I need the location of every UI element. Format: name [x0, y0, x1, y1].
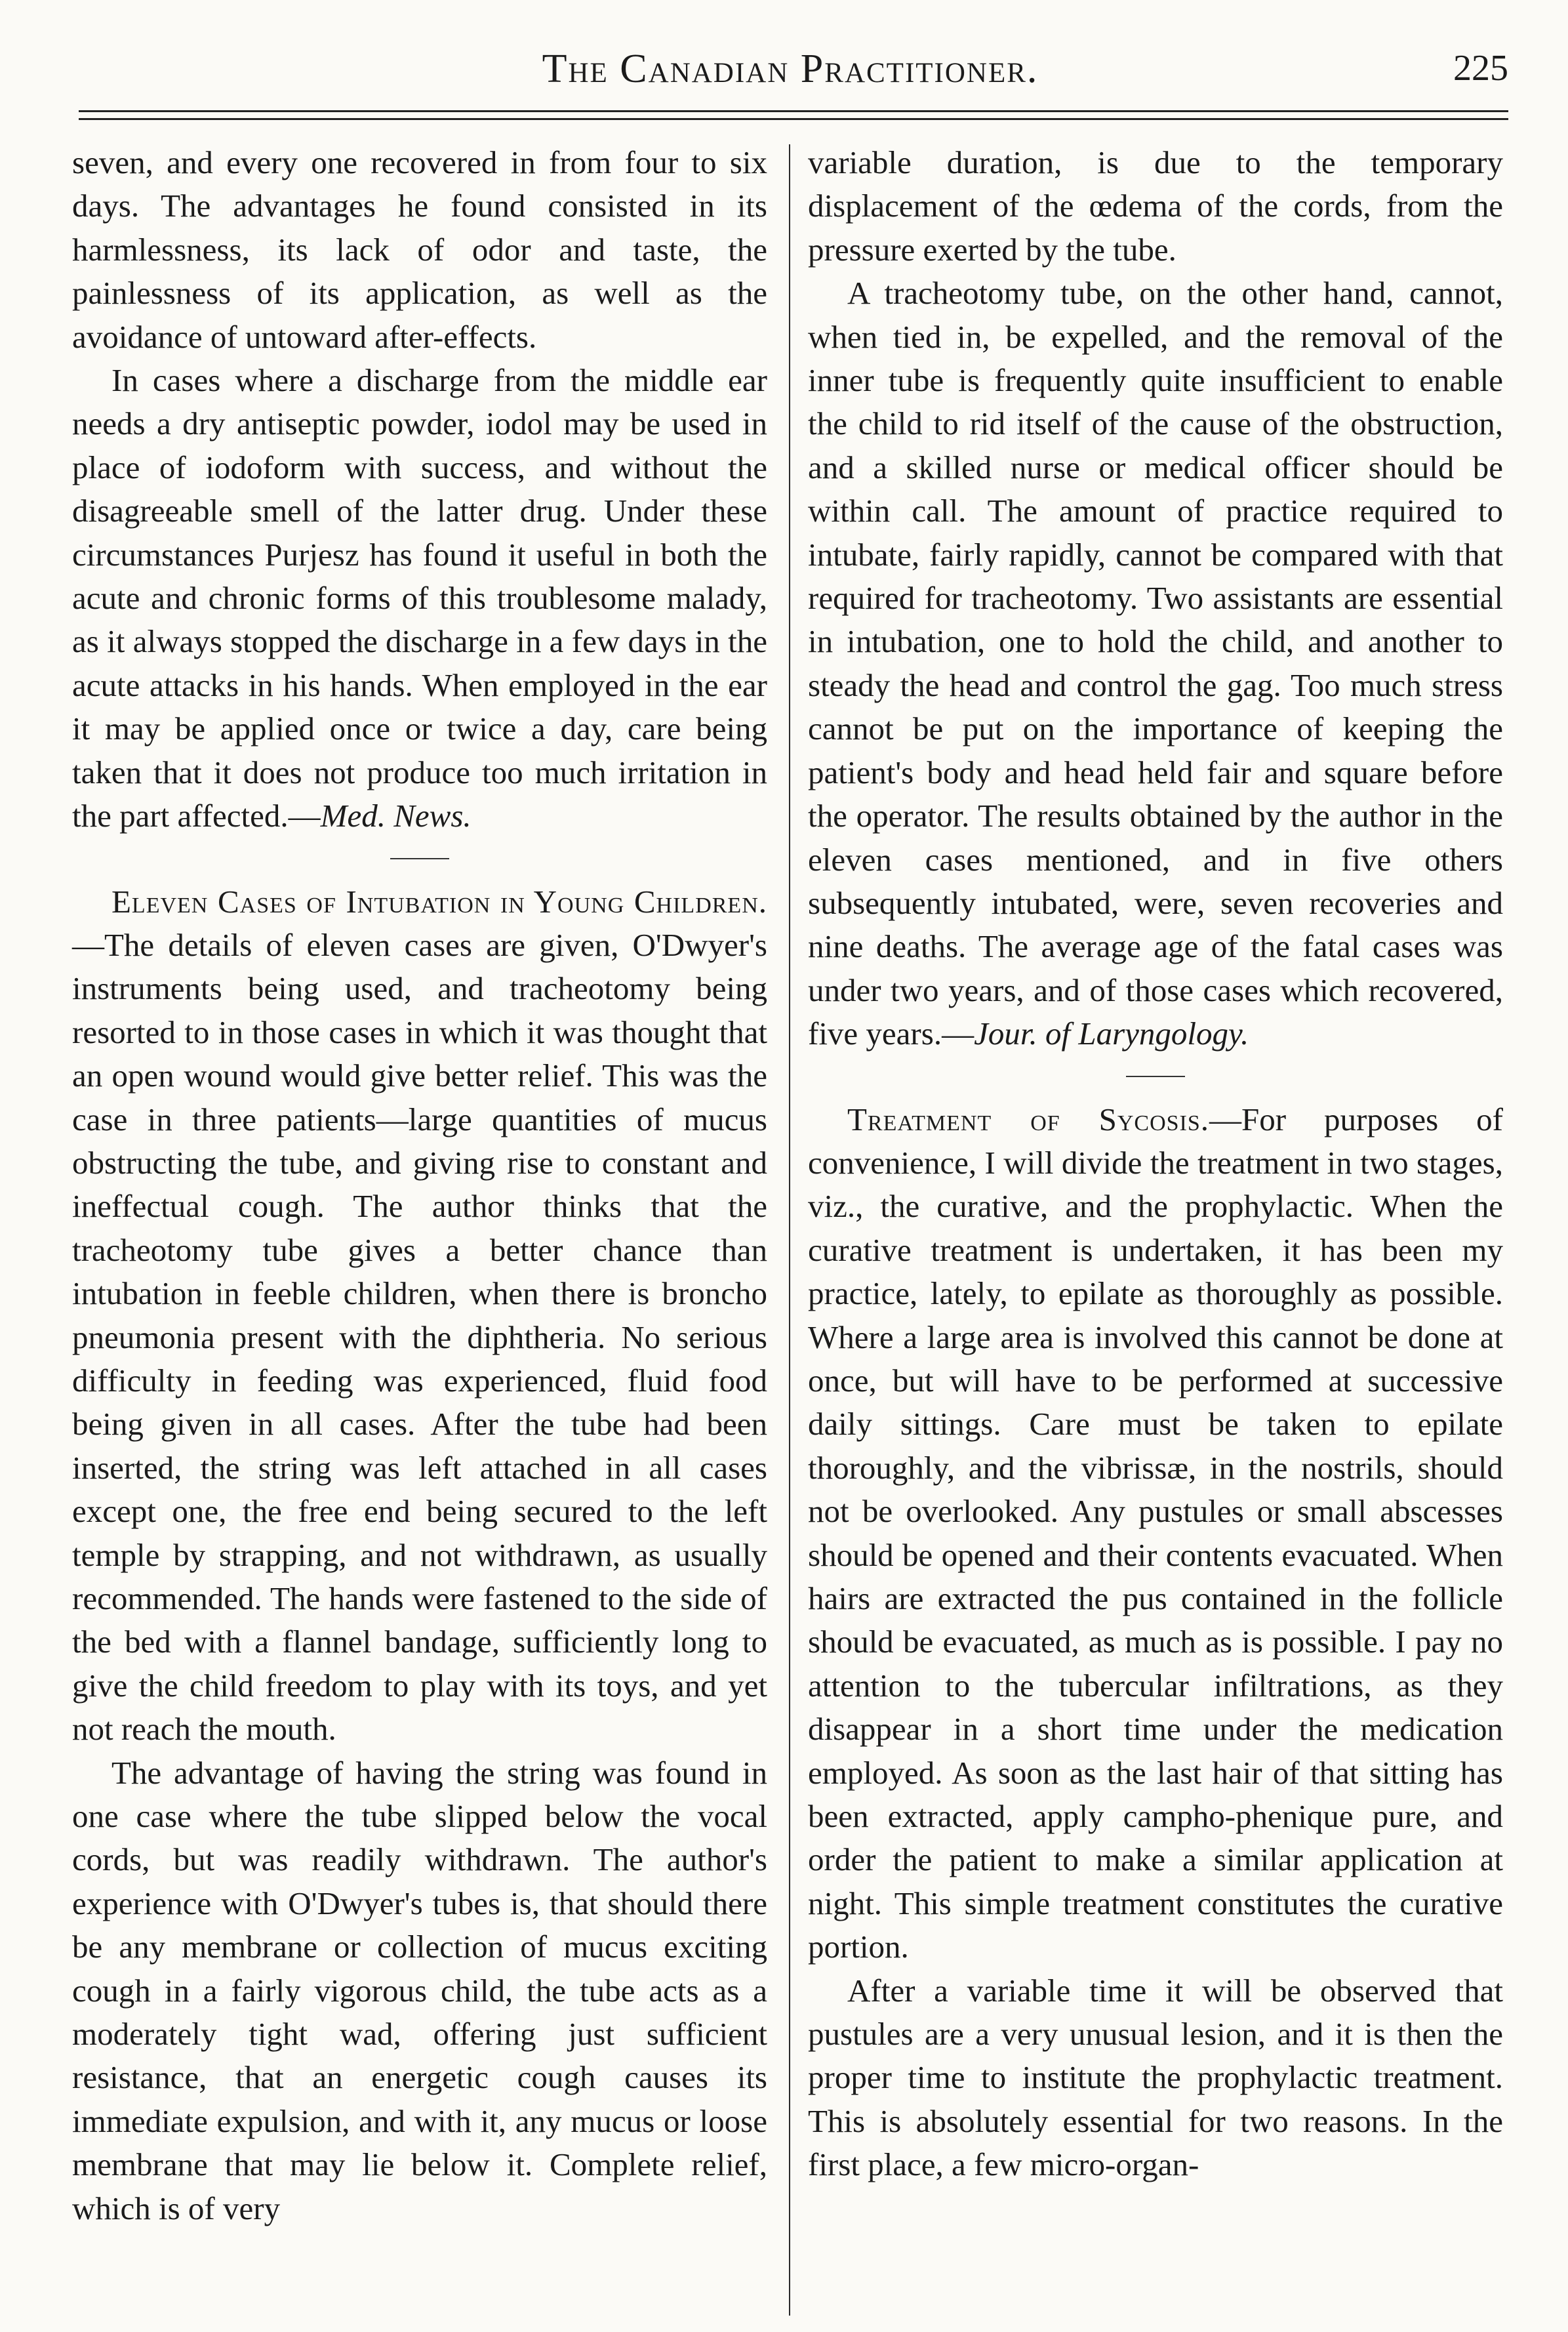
left-paragraph-2-source: Med. News.	[320, 798, 472, 834]
left-paragraph-3	[72, 880, 767, 1751]
right-column	[808, 141, 1503, 2187]
right-paragraph-1: variable duration, is due to the temporary displacement of the œdema of the cords, from the pressure exerted by the tube.	[808, 144, 1503, 268]
right-paragraph-2-source: Jour. of Laryngology.	[974, 1015, 1249, 1052]
page-header	[72, 46, 1508, 105]
page-number: 225	[1453, 48, 1508, 89]
header-rule-top	[79, 110, 1508, 112]
running-title: The Canadian Practitioner.	[542, 47, 1039, 91]
right-paragraph-4: After a variable time it will be observed that pustules are a very unusual lesion, and it is then the proper time to institute the prophylactic treatment. This is absolutely essential for two reasons. In the first place, a few micro-organ-	[808, 1972, 1503, 2183]
section-heading-sycosis: Treatment of Sycosis.	[847, 1101, 1210, 1137]
left-paragraph-2	[72, 359, 767, 838]
left-paragraph-1: seven, and every one recovered in from four to six days. The advantages he found consisted in its harmlessness, its lack of odor and taste, the painlessness of its application, as well as the avoidance of untoward after-effects.	[72, 144, 767, 355]
right-paragraph-3-text: —For purposes of convenience, I will divide the treatment in two stages, viz., the curative, and the prophylactic. When the curative treatment is undertaken, it has been my practice, lately, to epilate as thoroughly as possible. Where a large area is involved this cannot be done at once, but will have to be performed at successive daily sittings. Care must be taken to epilate thoroughly, and the vibrissæ, in the nostrils, should not be overlooked. Any pustules or small abscesses should be opened and their contents evacuated. When hairs are extracted the pus contained in the follicle should be evacuated, as much as is possible. I pay no attention to the tubercular infiltrations, as they disappear in a short time under the medication employed. As soon as the last hair of that sitting has been extracted, apply campho-phenique pure, and order the patient to make a similar application at night. This simple treatment constitutes the curative portion.	[808, 1101, 1503, 1965]
right-paragraph-3	[808, 1098, 1503, 1969]
right-paragraph-2	[808, 272, 1503, 1055]
right-paragraph-2-text: A tracheotomy tube, on the other hand, cannot, when tied in, be expelled, and the removal of the inner tube is frequently quite insufficient to enable the child to rid itself of the cause of the obstruction, and a skilled nurse or medical officer should be within call. The amount of practice required to intubate, fairly rapidly, cannot be compared with that required for tracheotomy. Two assistants are essential in intubation, one to hold the child, and another to steady the head and control the gag. Too much stress cannot be put on the importance of keeping the patient's body and head held fair and square before the operator. The results obtained by the author in the eleven cases mentioned, and in five others subsequently intubated, were, seven recoveries and nine deaths. The average age of the fatal cases was under two years, and of those cases which recovered, five years.—	[808, 275, 1503, 1052]
left-paragraph-4: The advantage of having the string was found in one case where the tube slipped below the vocal cords, but was readily withdrawn. The author's experience with O'Dwyer's tubes is, that should there be any membrane or collection of mucus exciting cough in a fairly vigorous child, the tube acts as a moderately tight wad, offering just sufficient resistance, that an energetic cough causes its immediate expulsion, and with it, any mucus or loose membrane that may lie below it. Complete relief, which is of very	[72, 1754, 767, 2226]
section-separator	[72, 838, 767, 880]
left-column	[72, 141, 767, 2230]
left-paragraph-3-text: —The details of eleven cases are given, O'Dwyer's instruments being used, and tracheotomy being resorted to in those cases in which it was thought that an open wound would give better relief. This was the case in three patients—large quantities of mucus obstructing the tube, and giving rise to constant and ineffectual cough. The author thinks that the tracheotomy tube gives a better chance than intubation in feeble children, when there is broncho pneumonia present with the diphtheria. No serious difficulty in feeding was experienced, fluid food being given in all cases. After the tube had been inserted, the string was left attached in all cases except one, the free end being secured to the left temple by strapping, and not withdrawn, as usually recommended. The hands were fastened to the side of the bed with a flannel bandage, sufficiently long to give the child freedom to play with its toys, and yet not reach the mouth.	[72, 926, 767, 1748]
short-rule	[1126, 1076, 1185, 1077]
section-heading-intubation: Eleven Cases of Intubation in Young Children.	[111, 883, 767, 920]
column-divider	[789, 144, 790, 2316]
left-paragraph-2-text: In cases where a discharge from the middle ear needs a dry antiseptic powder, iodol may be used in place of iodoform with success, and without the disagreeable smell of the latter drug. Under these circumstances Purjesz has found it useful in both the acute and chronic forms of this troublesome malady, as it always stopped the discharge in a few days in the acute attacks in his hands. When employed in the ear it may be applied once or twice a day, care being taken that it does not produce too much irritation in the part affected.—	[72, 362, 767, 834]
section-separator	[808, 1056, 1503, 1098]
short-rule	[390, 858, 449, 859]
header-rule-bottom	[79, 118, 1508, 120]
